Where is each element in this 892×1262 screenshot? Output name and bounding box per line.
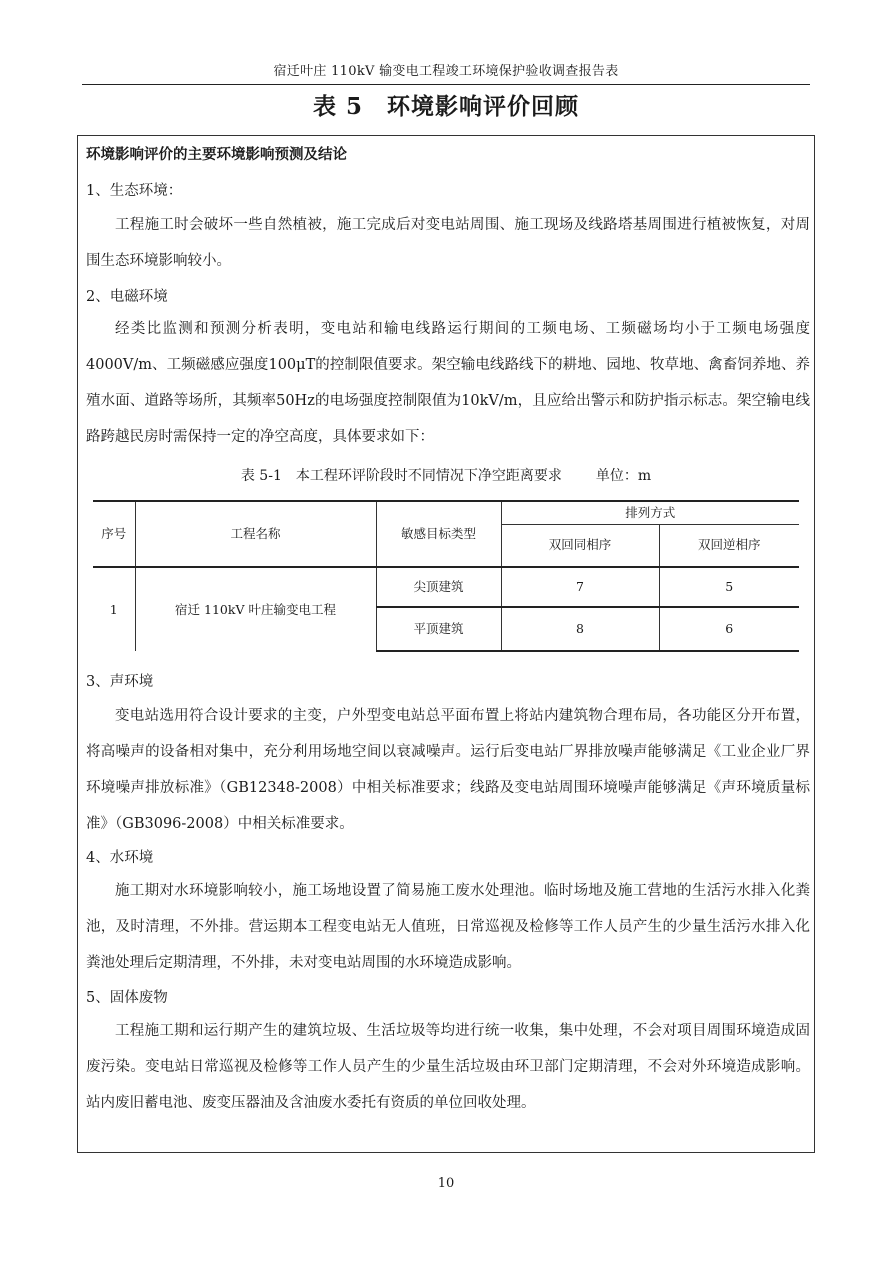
header-reverse-phase: 双回逆相序 bbox=[697, 537, 761, 553]
cell-reverse-phase: 5 bbox=[659, 567, 799, 607]
section-heading-noise: 3、声环境 bbox=[86, 674, 154, 690]
section-heading-electromagnetic: 2、电磁环境 bbox=[86, 289, 168, 305]
table-unit: 单位：m bbox=[595, 468, 652, 484]
clearance-distance-table bbox=[93, 500, 799, 652]
cell-serial: 1 bbox=[93, 567, 135, 651]
page-number: 10 bbox=[437, 1176, 455, 1191]
header-rule bbox=[82, 84, 810, 85]
cell-project-name: 宿迁 110kV 叶庄输变电工程 bbox=[135, 567, 376, 651]
cell-target-type: 平顶建筑 bbox=[376, 607, 501, 651]
paragraph-noise: 变电站选用符合设计要求的主变，户外型变电站总平面布置上将站内建筑物合理布局，各功能区分开布置，将高噪声的设备相对集中，充分利用场地空间以衰减噪声。运行后变电站厂界排放噪声能够满足《工业企业厂界环境噪声排放标准》（GB12348-2008）中相关标准要求；线路及变电站周围环境噪声能够满足《声环境质量标准》（GB3096-2008）中相关标准要求。 bbox=[86, 708, 810, 832]
section-heading-water: 4、水环境 bbox=[86, 850, 154, 866]
cell-same-phase: 8 bbox=[501, 607, 659, 651]
paragraph-solid-waste: 工程施工期和运行期产生的建筑垃圾、生活垃圾等均进行统一收集，集中处理，不会对项目周围环境造成固废污染。变电站日常巡视及检修等工作人员产生的少量生活垃圾由环卫部门定期清理，不会对外环境造成影响。站内废旧蓄电池、废变压器油及含油废水委托有资质的单位回收处理。 bbox=[86, 1023, 810, 1111]
section-heading-ecology: 1、生态环境： bbox=[86, 183, 183, 199]
page-heading: 表 5 环境影响评价回顾 bbox=[312, 93, 579, 120]
header-arrangement: 排列方式 bbox=[501, 501, 799, 524]
cell-target-type: 尖顶建筑 bbox=[376, 567, 501, 607]
table-caption: 表 5-1 本工程环评阶段时不同情况下净空距离要求 bbox=[240, 468, 562, 484]
section-box-title: 环境影响评价的主要环境影响预测及结论 bbox=[86, 146, 347, 163]
running-header: 宿迁叶庄 110kV 输变电工程竣工环境保护验收调查报告表 bbox=[273, 64, 619, 79]
header-target-type: 敏感目标类型 bbox=[376, 501, 501, 567]
paragraph-electromagnetic: 经类比监测和预测分析表明，变电站和输电线路运行期间的工频电场、工频磁场均小于工频电场强度4000V/m、工频磁感应强度100μT的控制限值要求。架空输电线路线下的耕地、园地、牧草地、禽畜饲养地、养殖水面、道路等场所，其频率50Hz的电场强度控制限值为10kV/m，且应给出警示和防护指示标志。架空输电线路跨越民房时需保持一定的净空高度，具体要求如下： bbox=[86, 321, 810, 445]
table-row bbox=[93, 567, 799, 607]
cell-reverse-phase: 6 bbox=[659, 607, 799, 651]
section-heading-solid-waste: 5、固体废物 bbox=[86, 990, 168, 1006]
header-same-phase: 双回同相序 bbox=[501, 524, 659, 567]
cell-same-phase: 7 bbox=[501, 567, 659, 607]
table-caption-line bbox=[0, 464, 892, 488]
paragraph-water: 施工期对水环境影响较小，施工场地设置了简易施工废水处理池。临时场地及施工营地的生活污水排入化粪池，及时清理，不外排。营运期本工程变电站无人值班，日常巡视及检修等工作人员产生的少量生活污水排入化粪池处理后定期清理，不外排，未对变电站周围的水环境造成影响。 bbox=[86, 883, 810, 971]
paragraph-ecology: 工程施工时会破坏一些自然植被，施工完成后对变电站周围、施工现场及线路塔基周围进行植被恢复，对周围生态环境影响较小。 bbox=[86, 217, 810, 269]
table-header-row bbox=[93, 501, 799, 524]
header-serial: 序号 bbox=[93, 501, 135, 567]
header-project-name: 工程名称 bbox=[135, 501, 376, 567]
